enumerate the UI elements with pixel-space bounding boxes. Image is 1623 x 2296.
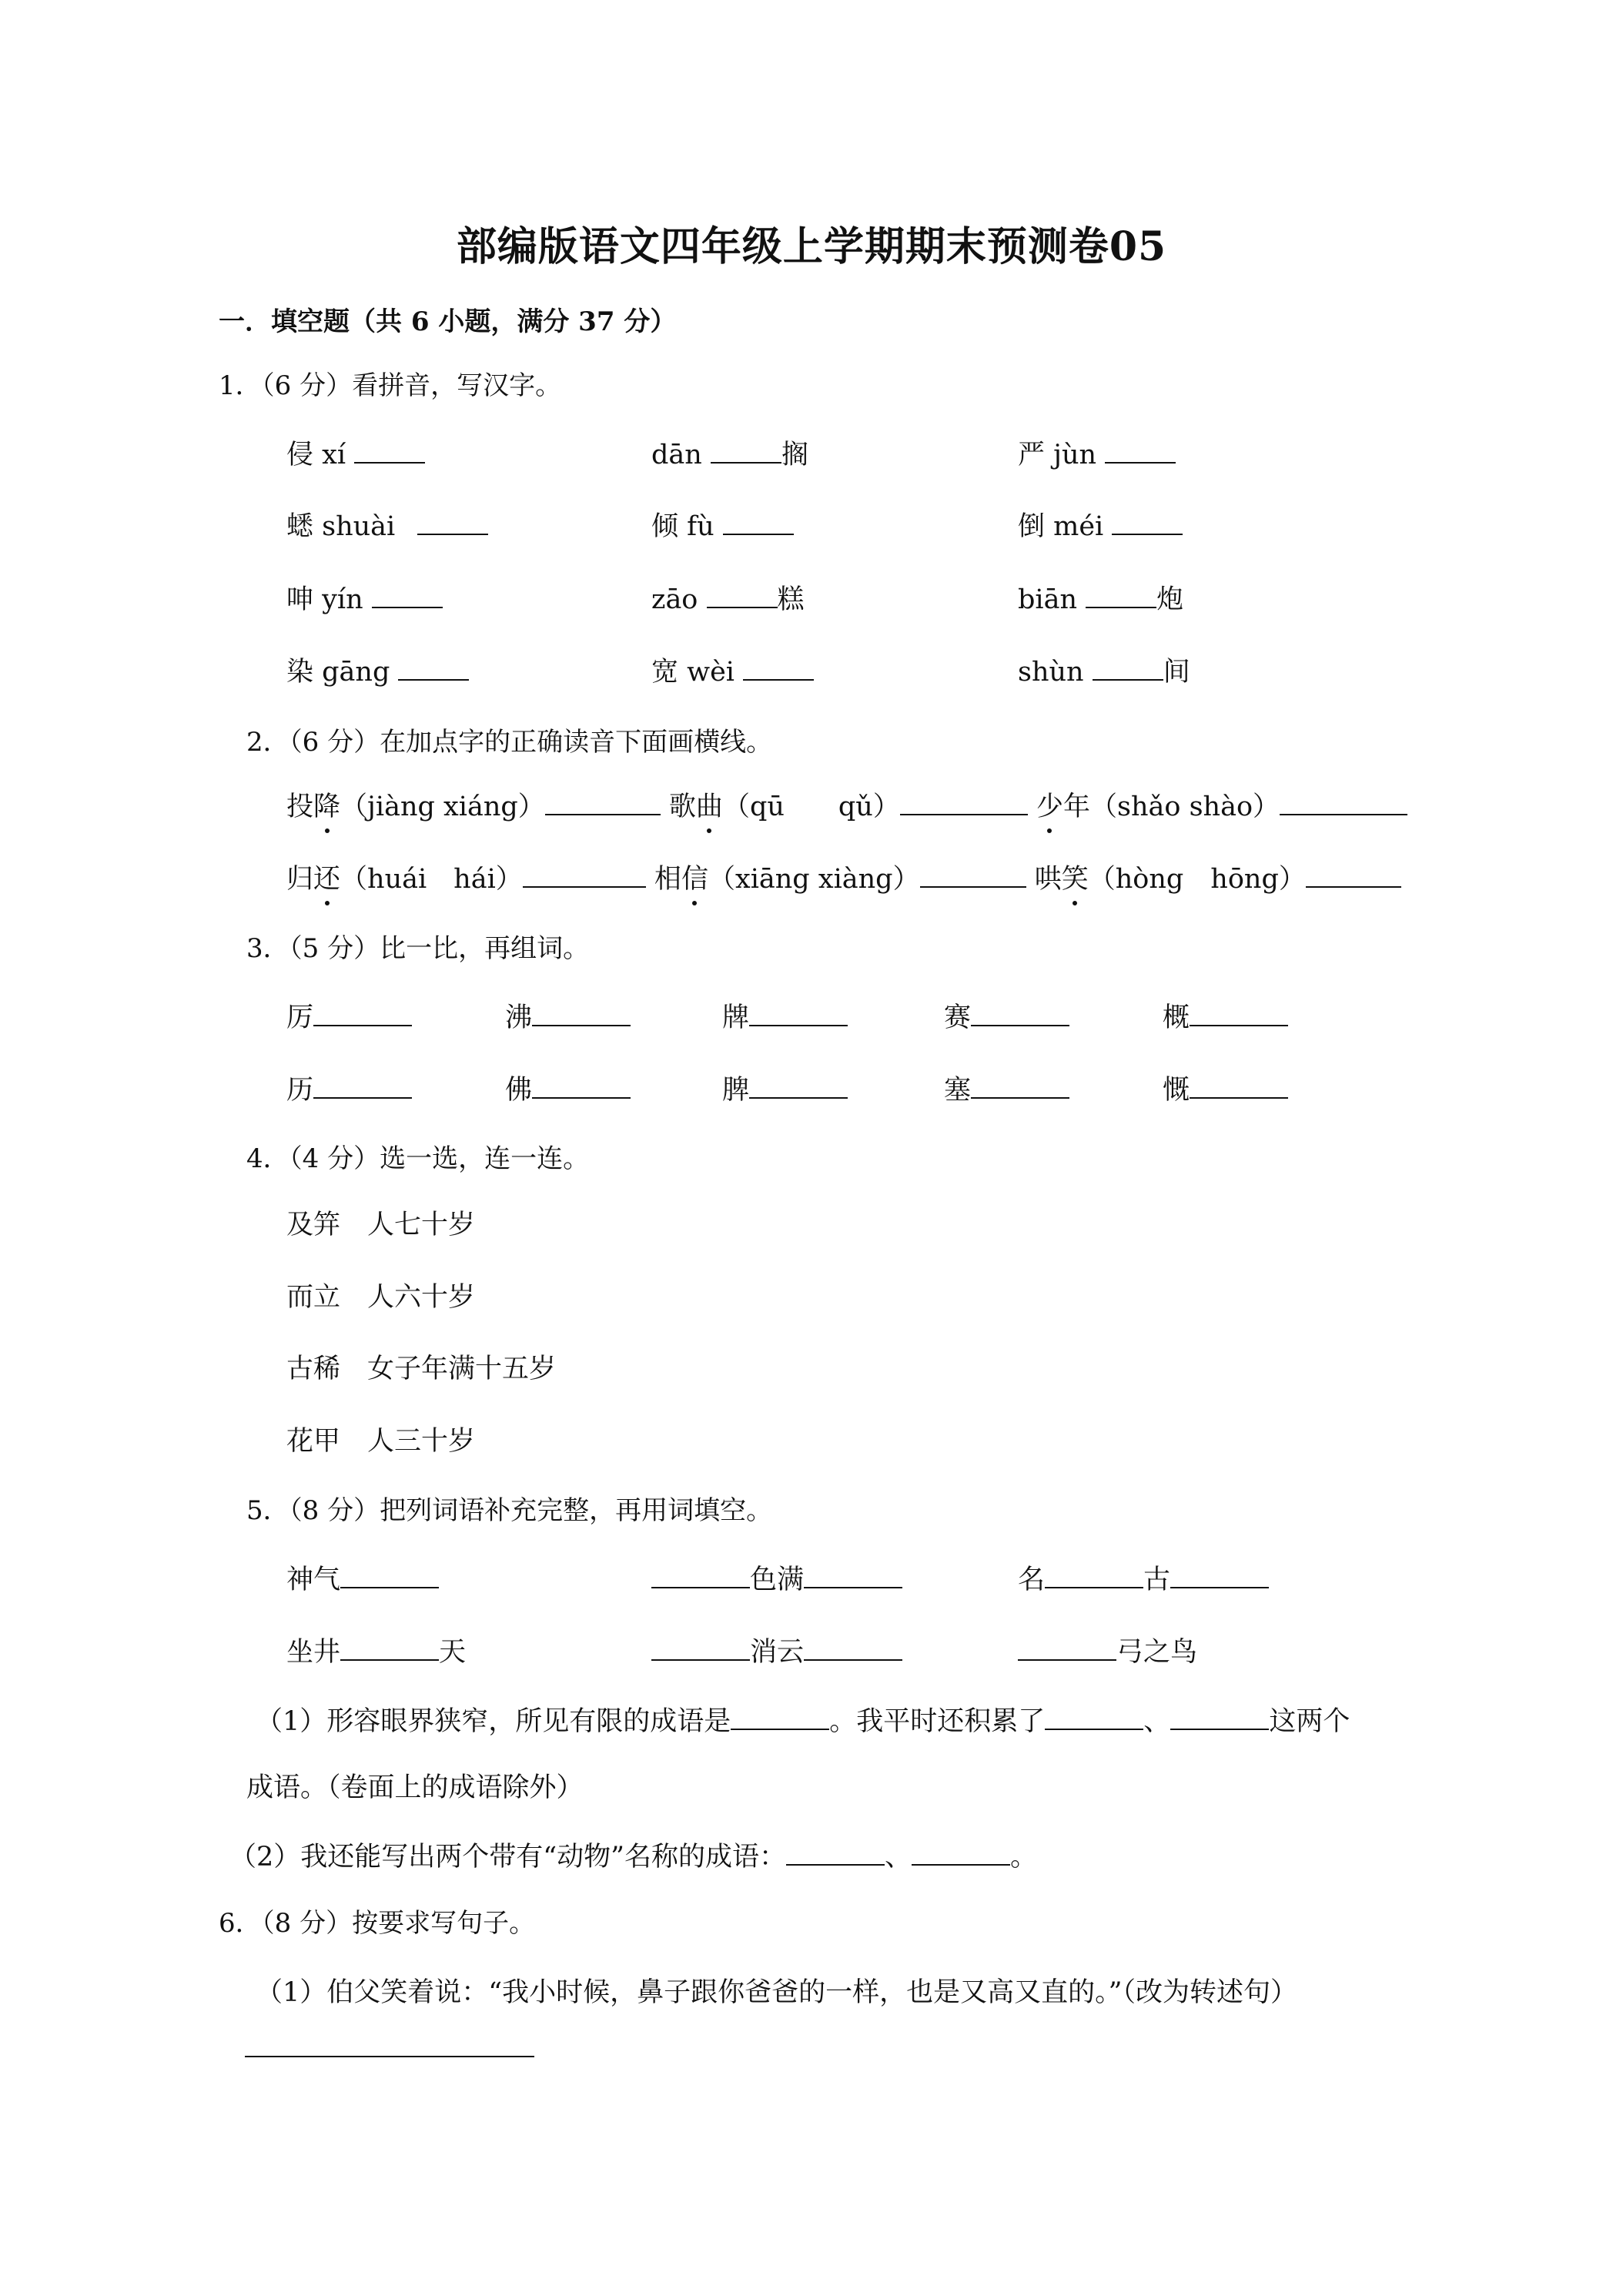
q1-item: 宽 wèi: [651, 651, 814, 689]
answer-blank[interactable]: [1045, 1729, 1143, 1730]
dotted-char: 信: [681, 858, 708, 896]
q1-item: zāo 糕: [651, 584, 805, 615]
answer-blank[interactable]: [532, 1097, 631, 1099]
q4-item: 花甲 人三十岁: [286, 1426, 476, 1457]
answer-blank[interactable]: [1170, 1729, 1269, 1730]
q4-item: 而立 人六十岁: [286, 1282, 476, 1313]
page-title: 部编版语文四年级上学期期末预测卷05: [456, 223, 1167, 270]
question-2-label: 2．（6 分）在加点字的正确读音下面画横线。: [246, 727, 773, 758]
answer-blank[interactable]: [1306, 886, 1401, 888]
answer-blank[interactable]: [731, 1729, 829, 1730]
answer-blank[interactable]: [1170, 1587, 1269, 1588]
answer-blank[interactable]: [354, 462, 425, 464]
q5-sentence-1-cont: 成语。（卷面上的成语除外）: [246, 1772, 584, 1803]
q3-item: 脾: [722, 1069, 848, 1107]
answer-blank[interactable]: [749, 1097, 848, 1099]
q3-item: 沸: [505, 996, 631, 1035]
q5-item: 色满: [651, 1558, 902, 1597]
answer-blank[interactable]: [545, 814, 661, 815]
answer-blank[interactable]: [1280, 814, 1407, 815]
answer-blank[interactable]: [398, 679, 469, 681]
question-4-label: 4．（4 分）选一选，连一连。: [246, 1143, 590, 1174]
q2-row: 归还（huái hái） 相信（xiāng xiàng） 哄笑（hòng hōng）: [286, 858, 1401, 896]
answer-blank[interactable]: [971, 1025, 1069, 1026]
answer-blank[interactable]: [1018, 1659, 1116, 1661]
q5-sentence-2: （2）我还能写出两个带有“动物”名称的成语： 、 。: [229, 1842, 1038, 1873]
dotted-char: 还: [313, 858, 340, 896]
q3-item: 佛: [505, 1069, 631, 1107]
dotted-char: 降: [313, 785, 340, 824]
answer-blank[interactable]: [417, 534, 488, 535]
dotted-char: 笑: [1062, 858, 1089, 896]
dotted-char: 曲: [696, 785, 723, 824]
q2-row: 投降（jiàng xiáng） 歌曲（qū qǔ） 少年（shǎo shào）: [286, 785, 1407, 824]
q5-item: 弓之鸟: [1018, 1631, 1197, 1669]
answer-blank[interactable]: [900, 814, 1028, 815]
q3-item: 慨: [1163, 1069, 1288, 1107]
answer-blank[interactable]: [723, 534, 794, 535]
answer-blank[interactable]: [651, 1659, 750, 1661]
q5-item: 神气: [286, 1558, 439, 1597]
q5-item: 坐井 天: [286, 1637, 467, 1668]
question-6-label: 6．（8 分）按要求写句子。: [219, 1908, 536, 1939]
q3-item: 塞: [944, 1069, 1069, 1107]
q1-item: shùn 间: [1018, 657, 1190, 688]
answer-blank[interactable]: [786, 1864, 885, 1866]
q5-item: 消云: [651, 1631, 902, 1669]
answer-blank[interactable]: [340, 1587, 439, 1588]
q5-item: 名 古: [1018, 1558, 1269, 1597]
answer-blank[interactable]: [1105, 462, 1176, 464]
dotted-char: 少: [1036, 785, 1063, 824]
q1-item: 倒 méi: [1018, 505, 1183, 544]
answer-blank[interactable]: [1045, 1587, 1143, 1588]
answer-blank[interactable]: [971, 1097, 1069, 1099]
q3-item: 厉: [286, 996, 412, 1035]
answer-blank[interactable]: [313, 1025, 412, 1026]
answer-blank[interactable]: [920, 886, 1026, 888]
q1-item: 倾 fù: [651, 505, 794, 544]
question-1-label: 1．（6 分）看拼音，写汉字。: [219, 370, 562, 401]
q3-item: 历: [286, 1069, 412, 1107]
answer-blank[interactable]: [313, 1097, 412, 1099]
section-heading: 一．填空题（共 6 小题，满分 37 分）: [219, 306, 677, 337]
q1-item: 严 jùn: [1018, 433, 1176, 472]
answer-blank[interactable]: [804, 1659, 902, 1661]
question-3-label: 3．（5 分）比一比，再组词。: [246, 933, 590, 964]
answer-blank[interactable]: [804, 1587, 902, 1588]
answer-line[interactable]: [245, 2056, 534, 2057]
q1-item: biān 炮: [1018, 584, 1184, 615]
q4-item: 及笄 人七十岁: [286, 1210, 476, 1240]
q3-item: 概: [1163, 996, 1288, 1035]
q1-item: 侵 xí: [286, 433, 425, 472]
answer-blank[interactable]: [743, 679, 814, 681]
answer-blank[interactable]: [912, 1864, 1010, 1866]
q1-item: 染 gāng: [286, 651, 469, 689]
q3-item: 赛: [944, 996, 1069, 1035]
answer-blank[interactable]: [1086, 607, 1156, 608]
answer-blank[interactable]: [1190, 1097, 1288, 1099]
answer-blank[interactable]: [372, 607, 443, 608]
answer-blank[interactable]: [1093, 679, 1163, 681]
answer-blank[interactable]: [711, 462, 781, 464]
q1-item: dān 搁: [651, 440, 808, 470]
q5-sentence-1: （1）形容眼界狭窄，所见有限的成语是 。我平时还积累了 、 这两个: [256, 1706, 1350, 1737]
answer-blank[interactable]: [340, 1659, 439, 1661]
answer-blank[interactable]: [1190, 1025, 1288, 1026]
answer-blank[interactable]: [532, 1025, 631, 1026]
question-5-label: 5．（8 分）把列词语补充完整，再用词填空。: [246, 1495, 773, 1526]
answer-blank[interactable]: [707, 607, 778, 608]
q4-item: 古稀 女子年满十五岁: [286, 1354, 557, 1384]
q3-item: 牌: [722, 996, 848, 1035]
answer-blank[interactable]: [1112, 534, 1183, 535]
answer-blank[interactable]: [523, 886, 646, 888]
answer-blank[interactable]: [749, 1025, 848, 1026]
answer-blank[interactable]: [651, 1587, 750, 1588]
q6-sentence-1: （1）伯父笑着说：“我小时候，鼻子跟你爸爸的一样，也是又高又直的。”（改为转述句）: [256, 1977, 1298, 2008]
q1-item: 呻 yín: [286, 578, 443, 617]
q1-item: 蟋 shuài: [286, 505, 488, 544]
